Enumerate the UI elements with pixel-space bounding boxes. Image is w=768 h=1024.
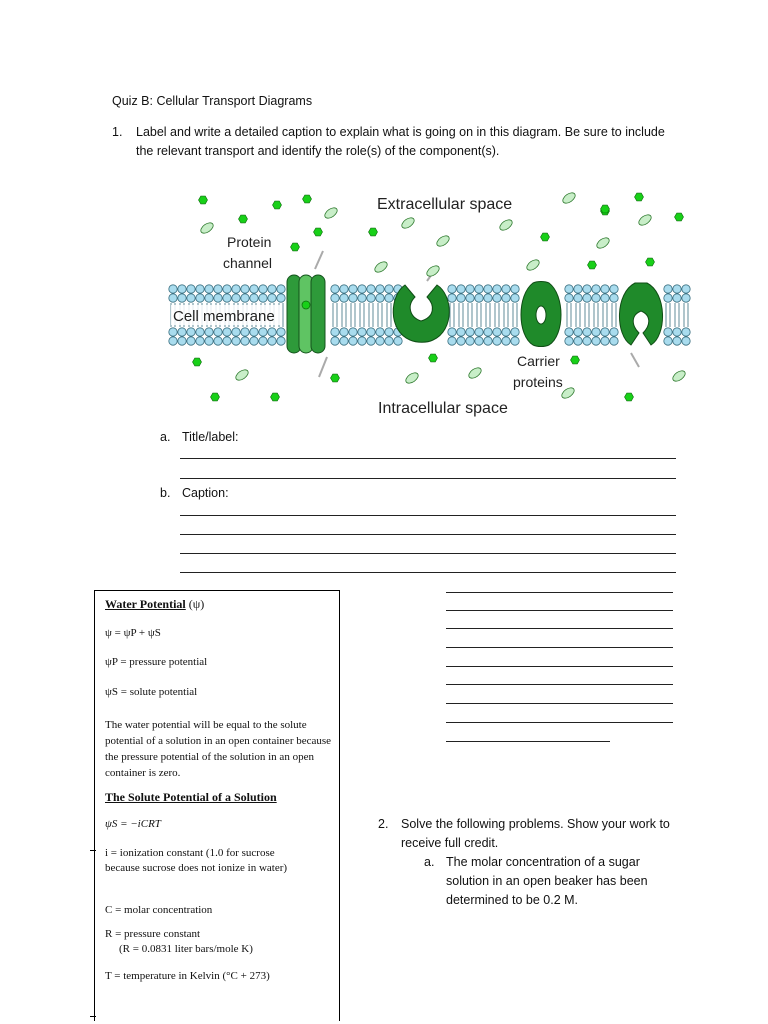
phospholipid-head (682, 337, 690, 345)
phospholipid-head (682, 285, 690, 293)
phospholipid-head (214, 328, 222, 336)
phospholipid-head (511, 337, 519, 345)
answer-line (446, 684, 673, 685)
phospholipid-head (385, 294, 393, 302)
phospholipid-head (331, 294, 339, 302)
solute-molecule-hexagon (635, 193, 644, 201)
solute-molecule-oval (373, 260, 389, 275)
phospholipid-head (583, 337, 591, 345)
solute-molecule-hexagon (303, 195, 312, 203)
phospholipid-head (664, 285, 672, 293)
solute-molecule-oval (637, 213, 653, 228)
phospholipid-head (466, 328, 474, 336)
solute-molecule-oval (561, 191, 577, 206)
temperature-definition: T = temperature in Kelvin (°C + 273) (105, 970, 270, 982)
phospholipid-head (565, 328, 573, 336)
solute-molecule-oval (435, 234, 451, 249)
phospholipid-head (502, 294, 510, 302)
phospholipid-head (592, 337, 600, 345)
answer-line (446, 722, 673, 723)
phospholipid-head (592, 328, 600, 336)
phospholipid-head (385, 285, 393, 293)
phospholipid-head (259, 294, 267, 302)
phospholipid-head (358, 285, 366, 293)
phospholipid-head (673, 337, 681, 345)
phospholipid-head (610, 337, 618, 345)
solute-molecule-oval (467, 366, 483, 381)
phospholipid-head (376, 337, 384, 345)
phospholipid-head (457, 328, 465, 336)
phospholipid-head (376, 294, 384, 302)
quiz-title: Quiz B: Cellular Transport Diagrams (112, 94, 313, 108)
solute-molecule-oval (404, 371, 420, 386)
phospholipid-head (601, 337, 609, 345)
phospholipid-head (565, 285, 573, 293)
solute-molecule-oval (595, 236, 611, 251)
phospholipid-head (682, 294, 690, 302)
solute-molecule-hexagon (331, 374, 340, 382)
phospholipid-head (502, 337, 510, 345)
phospholipid-head (268, 337, 276, 345)
q1b-label: b. (160, 486, 171, 500)
phospholipid-head (673, 285, 681, 293)
phospholipid-head (358, 337, 366, 345)
phospholipid-head (349, 337, 357, 345)
phospholipid-head (169, 294, 177, 302)
phospholipid-head (475, 337, 483, 345)
answer-line (180, 458, 676, 459)
answer-line (180, 572, 676, 573)
question-number: 1. (112, 125, 123, 139)
phospholipid-head (223, 285, 231, 293)
phospholipid-head (367, 337, 375, 345)
phospholipid-head (349, 285, 357, 293)
water-potential-heading: Water Potential (105, 597, 186, 611)
phospholipid-head (484, 337, 492, 345)
protein-channel (287, 275, 325, 353)
phospholipid-head (340, 294, 348, 302)
answer-line (180, 553, 676, 554)
question-2 (378, 815, 708, 853)
phospholipid-head (610, 294, 618, 302)
phospholipid-head (583, 328, 591, 336)
phospholipid-head (178, 328, 186, 336)
intracellular-label: Intracellular space (378, 400, 508, 417)
solute-potential-equation: ψS = −iCRT (105, 818, 161, 830)
question-text: Label and write a detailed caption to explain what is going on in this diagram. Be sure to include the relevant transport and identify the role(s) of the component(s). (136, 125, 665, 158)
extracellular-label: Extracellular space (377, 196, 513, 213)
molar-concentration-definition: C = molar concentration (105, 904, 213, 916)
phospholipid-head (367, 328, 375, 336)
solute-molecule-hexagon (193, 358, 202, 366)
water-potential-reference-box (94, 590, 340, 1021)
phospholipid-head (583, 294, 591, 302)
answer-line (446, 647, 673, 648)
solute-molecule-oval (400, 216, 416, 231)
phospholipid-head (574, 285, 582, 293)
question-number: 2. (378, 817, 389, 831)
solute-molecule-oval (671, 369, 687, 384)
answer-line (446, 592, 673, 593)
phospholipid-head (601, 285, 609, 293)
phospholipid-head (232, 285, 240, 293)
solute-molecule-hexagon (199, 196, 208, 204)
phospholipid-head (277, 328, 285, 336)
phospholipid-head (448, 285, 456, 293)
phospholipid-head (466, 337, 474, 345)
phospholipid-head (367, 294, 375, 302)
phospholipid-head (493, 328, 501, 336)
phospholipid-head (682, 328, 690, 336)
solute-molecule-oval (425, 264, 441, 279)
phospholipid-head (448, 294, 456, 302)
pressure-potential-definition: ψP = pressure potential (105, 656, 208, 668)
q1a-label: a. (160, 430, 171, 444)
q1b-text: Caption: (182, 486, 229, 500)
phospholipid-head (178, 294, 186, 302)
phospholipid-head (349, 328, 357, 336)
phospholipid-head (205, 294, 213, 302)
phospholipid-head (259, 285, 267, 293)
carrier-protein-open-inside (619, 283, 662, 345)
phospholipid-head (475, 294, 483, 302)
phospholipid-head (385, 337, 393, 345)
solute-molecule-hexagon (271, 393, 280, 401)
phospholipid-head (232, 337, 240, 345)
phospholipid-head (196, 328, 204, 336)
carrier-protein-open-outside (393, 285, 449, 342)
phospholipid-head (448, 328, 456, 336)
phospholipid-head (241, 285, 249, 293)
phospholipid-head (205, 337, 213, 345)
answer-line (446, 628, 673, 629)
phospholipid-head (592, 285, 600, 293)
answer-line (446, 703, 673, 704)
phospholipid-head (268, 328, 276, 336)
phospholipid-head (358, 328, 366, 336)
phospholipid-head (664, 294, 672, 302)
phospholipid-head (196, 294, 204, 302)
water-potential-equation: ψ = ψP + ψS (105, 627, 161, 639)
phospholipid-head (214, 294, 222, 302)
protein-label-line2: channel (223, 255, 273, 271)
phospholipid-head (250, 328, 258, 336)
phospholipid-head (250, 294, 258, 302)
phospholipid-head (340, 337, 348, 345)
solute-potential-definition: ψS = solute potential (105, 686, 198, 698)
carrier-label-line2: proteins (513, 374, 563, 390)
question-1 (112, 123, 682, 161)
question-2a (424, 853, 664, 910)
pressure-constant-value: (R = 0.0831 liter bars/mole K) (119, 943, 253, 955)
question-text: Solve the following problems. Show your work to receive full credit. (401, 817, 670, 850)
phospholipid-head (484, 285, 492, 293)
phospholipid-head (277, 294, 285, 302)
phospholipid-head (331, 337, 339, 345)
solute-molecule-hexagon (588, 261, 597, 269)
phospholipid-head (241, 328, 249, 336)
phospholipid-head (214, 285, 222, 293)
phospholipid-head (259, 337, 267, 345)
answer-line (446, 741, 610, 742)
phospholipid-head (610, 285, 618, 293)
phospholipid-head (574, 294, 582, 302)
solute-molecule-hexagon (601, 205, 610, 213)
solute-potential-heading: The Solute Potential of a Solution (105, 790, 277, 804)
phospholipid-head (565, 337, 573, 345)
phospholipid-head (502, 285, 510, 293)
phospholipid-head (601, 294, 609, 302)
phospholipid-head (385, 328, 393, 336)
phospholipid-head (601, 328, 609, 336)
ionization-constant-definition: i = ionization constant (1.0 for sucrose because sucrose does not ionize in water) (105, 847, 288, 874)
phospholipid-head (610, 328, 618, 336)
phospholipid-head (277, 285, 285, 293)
phospholipid-head (259, 328, 267, 336)
solute-molecule-hexagon (273, 201, 282, 209)
phospholipid-head (574, 328, 582, 336)
phospholipid-head (250, 285, 258, 293)
solute-molecule-hexagon (429, 354, 438, 362)
phospholipid-head (169, 337, 177, 345)
carrier-protein-bound (521, 282, 561, 347)
phospholipid-head (331, 285, 339, 293)
phospholipid-head (187, 285, 195, 293)
phospholipid-head (376, 328, 384, 336)
phospholipid-head (232, 328, 240, 336)
answer-line (446, 610, 673, 611)
cell-membrane-label: Cell membrane (173, 308, 275, 325)
solute-molecule-oval (234, 368, 250, 383)
phospholipid-head (169, 285, 177, 293)
phospholipid-head (250, 337, 258, 345)
phospholipid-head (592, 294, 600, 302)
phospholipid-head (169, 328, 177, 336)
phospholipid-head (241, 337, 249, 345)
phospholipid-head (187, 328, 195, 336)
margin-mark (90, 1016, 96, 1017)
phospholipid-head (340, 285, 348, 293)
phospholipid-head (196, 285, 204, 293)
phospholipid-head (475, 285, 483, 293)
solute-molecule-hexagon (369, 228, 378, 236)
phospholipid-head (448, 337, 456, 345)
margin-mark (90, 850, 96, 851)
phospholipid-head (178, 337, 186, 345)
phospholipid-head (376, 285, 384, 293)
phospholipid-head (241, 294, 249, 302)
carrier-label-line1: Carrier (517, 353, 560, 369)
sub-question-text: The molar concentration of a sugar solution in an open beaker has been determined to be 0.2 M. (446, 855, 648, 907)
phospholipid-head (232, 294, 240, 302)
phospholipid-head (349, 294, 357, 302)
phospholipid-head (187, 337, 195, 345)
phospholipid-head (466, 294, 474, 302)
phospholipid-head (214, 337, 222, 345)
phospholipid-head (475, 328, 483, 336)
phospholipid-head (178, 285, 186, 293)
phospholipid-head (511, 294, 519, 302)
phospholipid-head (664, 328, 672, 336)
solute-molecule-hexagon (314, 228, 323, 236)
phospholipid-head (484, 328, 492, 336)
answer-line (446, 666, 673, 667)
phospholipid-head (457, 337, 465, 345)
phospholipid-head (394, 337, 402, 345)
sub-question-label: a. (424, 855, 435, 869)
phospholipid-head (205, 285, 213, 293)
answer-line (180, 478, 676, 479)
phospholipid-head (466, 285, 474, 293)
solute-molecule-oval (199, 221, 215, 236)
explanation-paragraph: The water potential will be equal to the solute potential of a solution in an open container because the pressure potential of the solution in an open container is zero. (105, 719, 332, 779)
phospholipid-head (511, 285, 519, 293)
phospholipid-head (502, 328, 510, 336)
solute-molecule-hexagon (675, 213, 684, 221)
phospholipid-head (223, 294, 231, 302)
psi-symbol: (ψ) (188, 597, 205, 611)
phospholipid-head (565, 294, 573, 302)
solute-molecule-oval (323, 206, 339, 221)
phospholipid-head (205, 328, 213, 336)
phospholipid-head (223, 337, 231, 345)
solute-molecule-hexagon (291, 243, 300, 251)
pressure-constant-definition: R = pressure constant (105, 928, 201, 940)
answer-line (180, 515, 676, 516)
solute-molecule-oval (525, 258, 541, 273)
phospholipid-head (367, 285, 375, 293)
q1a-text: Title/label: (182, 430, 239, 444)
phospholipid-head (574, 337, 582, 345)
phospholipid-head (457, 294, 465, 302)
phospholipid-head (223, 328, 231, 336)
cellular-transport-diagram (165, 185, 700, 420)
phospholipid-head (664, 337, 672, 345)
phospholipid-head (358, 294, 366, 302)
phospholipid-head (340, 328, 348, 336)
phospholipid-head (268, 285, 276, 293)
phospholipid-head (268, 294, 276, 302)
solute-molecule-hexagon (571, 356, 580, 364)
phospholipid-head (583, 285, 591, 293)
solute-molecule-hexagon (646, 258, 655, 266)
phospholipid-head (493, 285, 501, 293)
phospholipid-head (187, 294, 195, 302)
phospholipid-head (484, 294, 492, 302)
phospholipid-head (457, 285, 465, 293)
answer-line (180, 534, 676, 535)
solute-molecule-hexagon (211, 393, 220, 401)
phospholipid-head (673, 328, 681, 336)
phospholipid-head (493, 337, 501, 345)
protein-label-line1: Protein (227, 234, 272, 250)
solute-molecule-hexagon (541, 233, 550, 241)
phospholipid-head (196, 337, 204, 345)
phospholipid-head (511, 328, 519, 336)
solute-molecule-oval (498, 218, 514, 233)
phospholipid-head (277, 337, 285, 345)
phospholipid-head (493, 294, 501, 302)
phospholipid-head (331, 328, 339, 336)
phospholipid-head (673, 294, 681, 302)
solute-molecule-hexagon (625, 393, 634, 401)
solute-molecule-hexagon (239, 215, 248, 223)
